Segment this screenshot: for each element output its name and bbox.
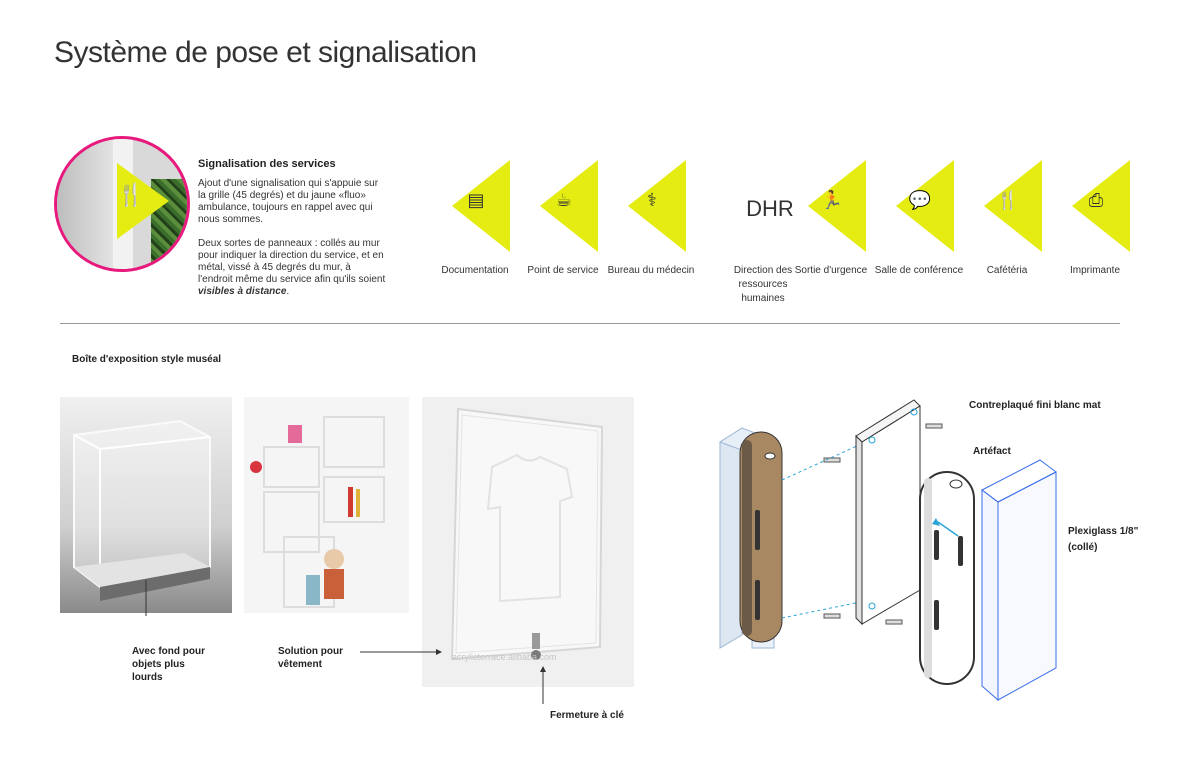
note-lock: Fermeture à clé — [550, 710, 624, 721]
fork-knife-icon: 🍴 — [117, 183, 145, 208]
showcase-heading: Boîte d'exposition style muséal — [72, 354, 222, 365]
printer-icon: ⎙ — [1088, 190, 1104, 211]
sign-label: Salle de conférence — [874, 265, 964, 276]
sign-label: Sortie d'urgence — [794, 265, 868, 276]
document-icon: ▤ — [467, 190, 485, 211]
sign-label: Documentation — [441, 265, 509, 276]
assembly-diagram — [700, 380, 1100, 710]
services-paragraph-1: Ajout d'une signalisation qui s'appuie sur la grille (45 degrés) et du jaune «fluo» ambulance, toujours en rappel avec qui nous sommes. — [198, 178, 379, 225]
coffee-icon: ☕ — [555, 190, 573, 211]
fork-knife-icon: 🍴 — [996, 190, 1020, 211]
watermark: acrylicterrace.alibaba.com — [452, 652, 557, 662]
emergency-exit-icon: 🏃 — [820, 190, 844, 211]
sign-label: Cafétéria — [986, 265, 1028, 276]
label-artifact: Artéfact — [973, 446, 1011, 457]
chat-bubbles-icon: 💬 — [908, 190, 932, 211]
sign-label: Imprimante — [1069, 265, 1120, 276]
note-clothing: Solution pour vêtement — [278, 646, 343, 670]
note-base: Avec fond pour objets plus lourds — [132, 646, 205, 683]
label-plywood: Contreplaqué fini blanc mat — [969, 400, 1101, 411]
sign-label: Bureau du médecin — [607, 265, 695, 276]
stethoscope-icon: ⚕ — [647, 190, 657, 211]
label-plexiglass: Plexiglass 1/8" (collé) — [1068, 526, 1139, 553]
sign-label: Direction des ressources humaines — [733, 265, 793, 304]
text-icon: DHR — [746, 196, 794, 221]
sign-label: Point de service — [527, 265, 599, 276]
page-title: Système de pose et signalisation — [54, 36, 477, 69]
services-heading: Signalisation des services — [198, 158, 336, 170]
services-paragraph-2: Deux sortes de panneaux : collés au mur pour indiquer la direction du service, et en métal, vissé à 45 degrés du mur, à l'endroit même du service afin qu'ils soient visibles à distance. — [198, 238, 386, 297]
